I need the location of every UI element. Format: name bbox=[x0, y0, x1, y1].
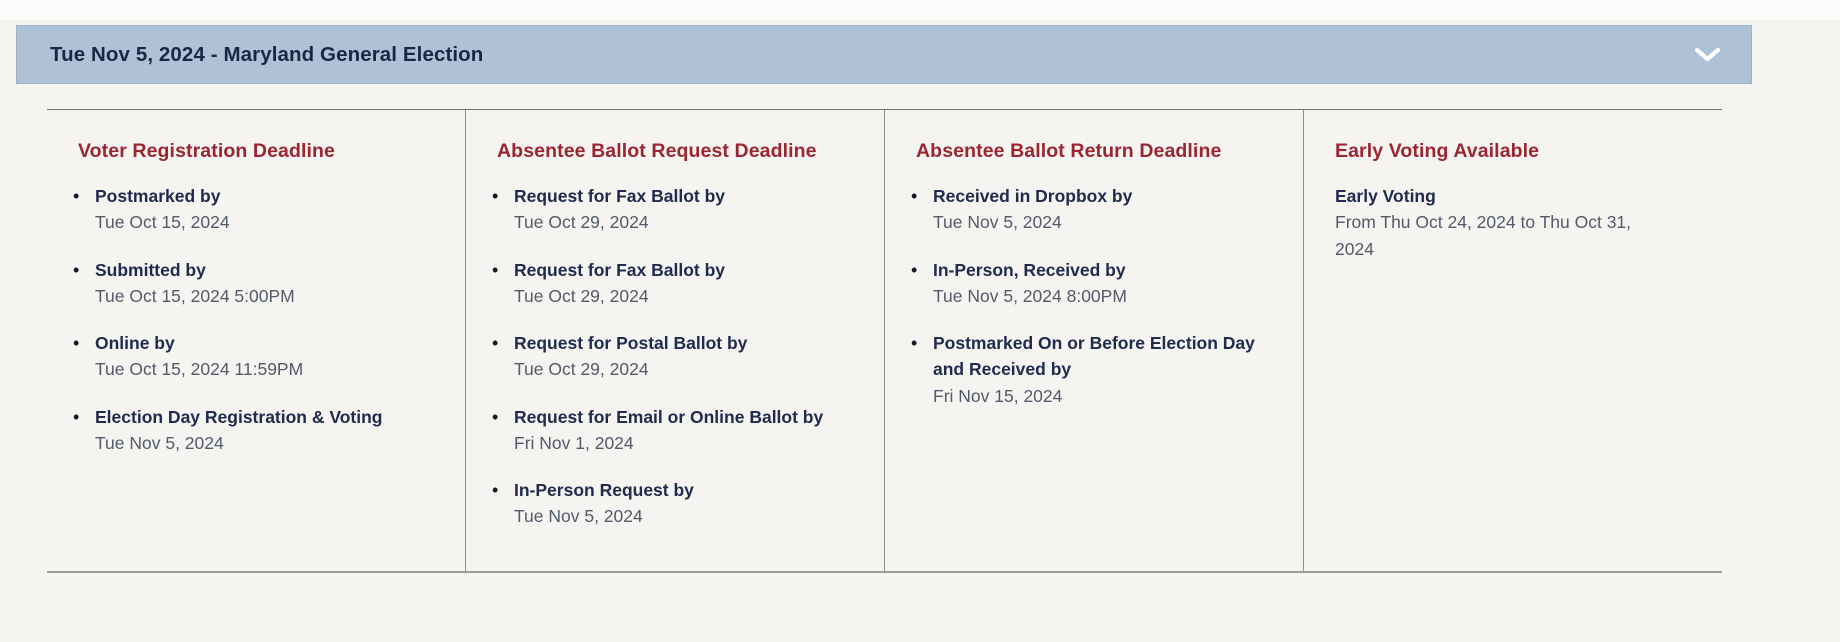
deadline-item bbox=[1330, 183, 1688, 262]
deadline-item bbox=[911, 330, 1269, 409]
bullet-icon bbox=[492, 477, 514, 530]
deadline-item bbox=[911, 183, 1269, 236]
deadline-date: Tue Nov 5, 2024 8:00PM bbox=[933, 285, 1127, 306]
deadline-date: Tue Nov 5, 2024 bbox=[514, 506, 643, 527]
deadline-date: Tue Oct 15, 2024 11:59PM bbox=[95, 359, 304, 380]
election-accordion-header[interactable] bbox=[16, 25, 1752, 84]
deadline-date: Tue Oct 15, 2024 5:00PM bbox=[95, 285, 295, 306]
deadline-label: Request for Fax Ballot by bbox=[514, 186, 726, 206]
bullet-icon bbox=[911, 257, 933, 310]
top-strip bbox=[0, 0, 1840, 20]
deadline-item bbox=[73, 330, 431, 383]
deadline-item bbox=[492, 477, 850, 530]
deadline-label: Request for Postal Ballot by bbox=[514, 333, 748, 353]
deadline-label: Request for Email or Online Ballot by bbox=[514, 406, 824, 427]
deadline-item bbox=[492, 330, 850, 383]
bullet-icon bbox=[911, 330, 933, 409]
column-heading: Absentee Ballot Request Deadline bbox=[497, 140, 817, 162]
deadline-date: Tue Nov 5, 2024 bbox=[95, 432, 224, 453]
bullet-icon bbox=[73, 257, 95, 310]
deadlines-table bbox=[47, 109, 1722, 573]
column-heading: Absentee Ballot Return Deadline bbox=[916, 140, 1222, 162]
deadline-date: Tue Oct 15, 2024 bbox=[95, 212, 230, 233]
deadline-label: Submitted by bbox=[95, 259, 206, 280]
bullet-icon bbox=[73, 330, 95, 383]
deadline-date: Tue Oct 29, 2024 bbox=[514, 359, 649, 380]
deadline-item bbox=[73, 257, 431, 310]
bullet-icon bbox=[492, 257, 514, 310]
column-heading: Voter Registration Deadline bbox=[78, 140, 335, 162]
column-absentee-ballot-request-deadline bbox=[465, 110, 884, 571]
deadline-label: Postmarked On or Before Election Day and Received by bbox=[933, 333, 1255, 380]
deadline-label: In-Person, Received by bbox=[933, 259, 1126, 280]
deadline-item bbox=[492, 183, 850, 236]
column-heading: Early Voting Available bbox=[1335, 140, 1540, 162]
column-voter-registration-deadline bbox=[47, 110, 465, 571]
deadline-label: Early Voting bbox=[1335, 186, 1436, 206]
chevron-down-icon[interactable] bbox=[1694, 47, 1721, 63]
column-early-voting-available bbox=[1303, 110, 1722, 571]
bullet-icon bbox=[911, 183, 933, 236]
bullet-icon bbox=[492, 330, 514, 383]
deadline-label: Request for Fax Ballot by bbox=[514, 259, 726, 280]
election-title: Tue Nov 5, 2024 - Maryland General Election bbox=[50, 42, 484, 66]
deadline-date: Tue Oct 29, 2024 bbox=[514, 212, 649, 233]
deadline-item bbox=[911, 257, 1269, 310]
deadline-label: Election Day Registration & Voting bbox=[95, 406, 383, 427]
deadline-date: Fri Nov 1, 2024 bbox=[514, 432, 634, 453]
deadline-item bbox=[492, 404, 850, 457]
deadline-item bbox=[73, 404, 431, 457]
bullet-icon bbox=[492, 404, 514, 457]
bullet-icon bbox=[492, 183, 514, 236]
deadline-date: From Thu Oct 24, 2024 to Thu Oct 31, 2024 bbox=[1335, 212, 1632, 259]
deadline-label: Online by bbox=[95, 333, 175, 353]
deadline-label: In-Person Request by bbox=[514, 480, 694, 500]
deadline-item bbox=[73, 183, 431, 236]
deadline-item bbox=[492, 257, 850, 310]
bullet-icon bbox=[73, 404, 95, 457]
deadline-label: Received in Dropbox by bbox=[933, 186, 1133, 206]
deadline-date: Tue Oct 29, 2024 bbox=[514, 285, 649, 306]
deadline-date: Tue Nov 5, 2024 bbox=[933, 212, 1062, 233]
bullet-icon bbox=[73, 183, 95, 236]
deadline-label: Postmarked by bbox=[95, 186, 221, 206]
deadline-date: Fri Nov 15, 2024 bbox=[933, 385, 1063, 406]
column-absentee-ballot-return-deadline bbox=[884, 110, 1303, 571]
